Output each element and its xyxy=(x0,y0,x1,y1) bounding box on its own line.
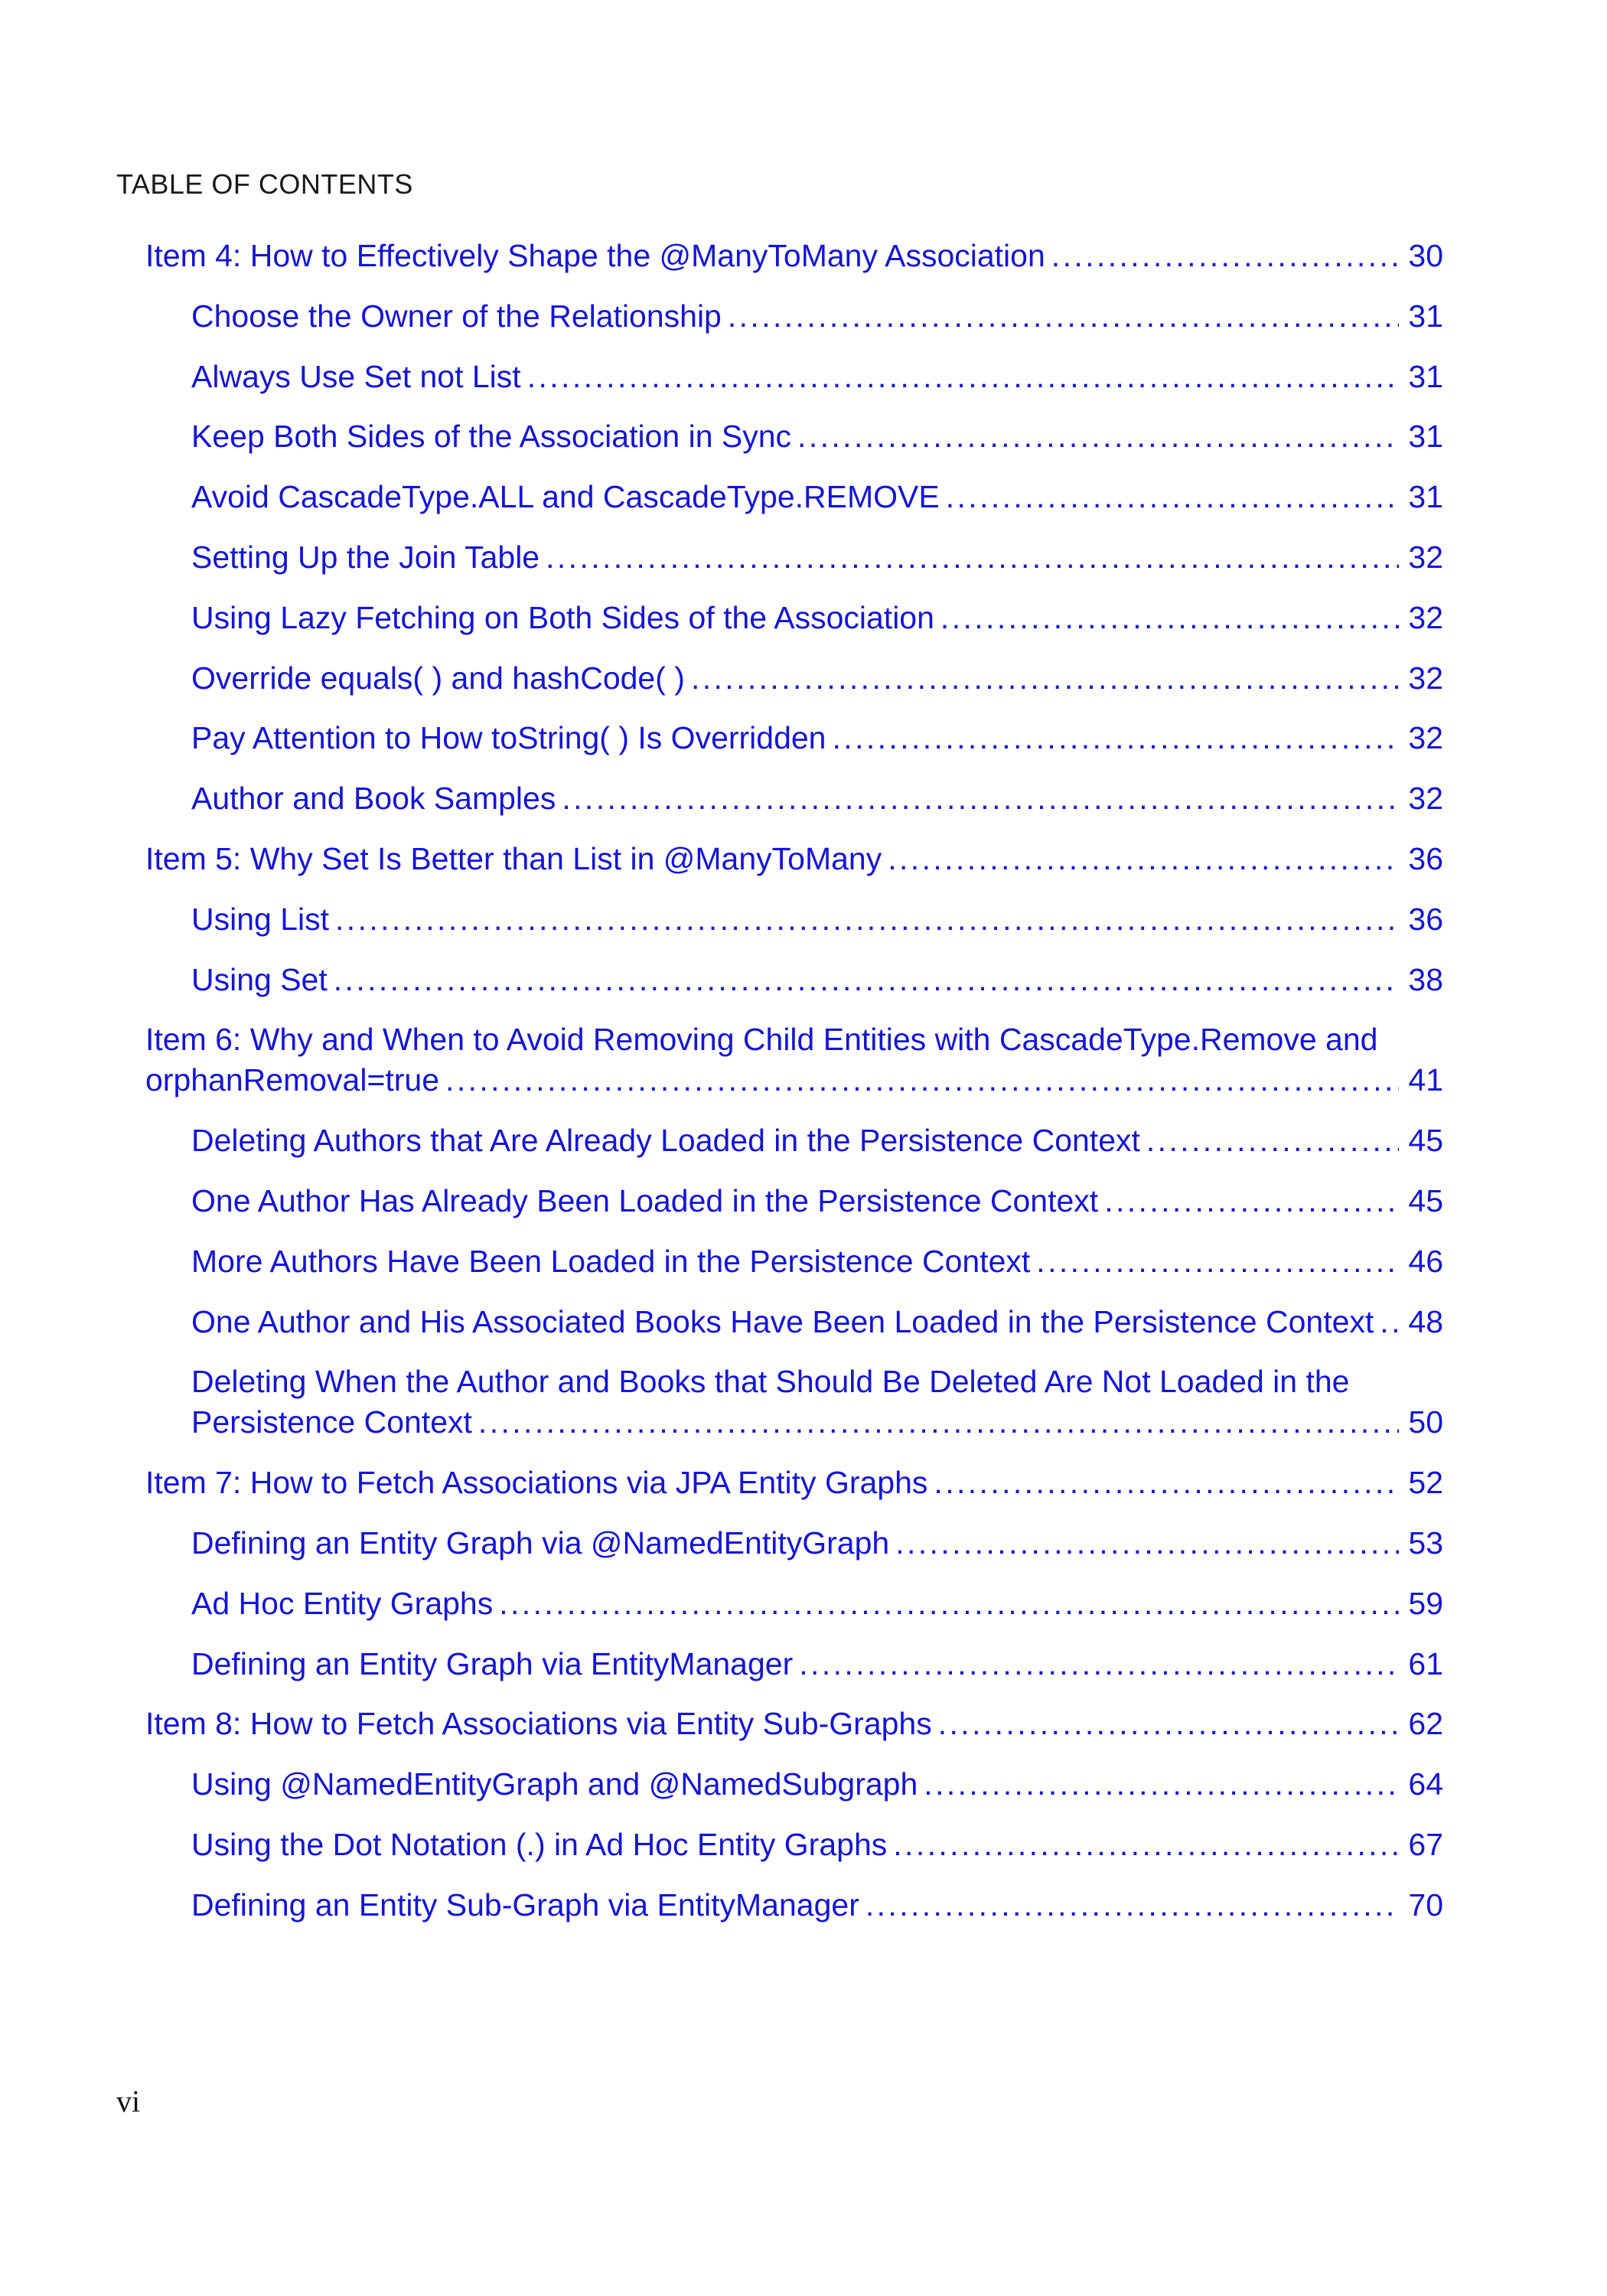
toc-entry-title: orphanRemoval=true xyxy=(145,1062,440,1098)
dot-leader xyxy=(478,1402,1399,1443)
toc-page-number: 32 xyxy=(1408,660,1443,696)
toc-page-number: 41 xyxy=(1408,1062,1443,1098)
toc-page-number: 67 xyxy=(1408,1826,1443,1862)
dot-leader xyxy=(1146,1120,1399,1161)
dot-leader xyxy=(691,658,1399,699)
toc-entry-title: Pay Attention to How toString( ) Is Overridden xyxy=(191,720,826,756)
toc-page-number: 45 xyxy=(1408,1123,1443,1159)
toc-entry-line xyxy=(191,1825,1443,1865)
toc-entry-line xyxy=(191,357,1443,397)
toc-page-number: 64 xyxy=(1408,1766,1443,1802)
dot-leader xyxy=(924,1764,1399,1805)
toc-subentry-link[interactable] xyxy=(145,1181,1443,1221)
toc-entry-line xyxy=(145,1463,1443,1503)
toc-page-number: 31 xyxy=(1408,358,1443,394)
toc-entry-line xyxy=(191,1523,1443,1564)
dot-leader xyxy=(934,1463,1399,1503)
toc-entry-link[interactable] xyxy=(145,236,1443,276)
toc-entry-title: Author and Book Samples xyxy=(191,781,556,817)
toc-entry-line xyxy=(145,1060,1443,1101)
toc-subentry-link[interactable] xyxy=(145,416,1443,457)
dot-leader xyxy=(1036,1241,1399,1282)
toc-page-number: 32 xyxy=(1408,781,1443,817)
toc-entry-line xyxy=(191,718,1443,758)
toc-entry-title: Item 8: How to Fetch Associations via Entity Sub-Graphs xyxy=(145,1706,932,1742)
toc-subentry-link[interactable] xyxy=(145,598,1443,638)
toc-page-number: 53 xyxy=(1408,1525,1443,1561)
table-of-contents xyxy=(145,236,1443,1945)
toc-subentry-link[interactable] xyxy=(145,1583,1443,1624)
toc-page-number: 38 xyxy=(1408,961,1443,997)
toc-page-number: 31 xyxy=(1408,419,1443,455)
toc-entry-line xyxy=(191,477,1443,517)
toc-entry-title: One Author Has Already Been Loaded in the Persistence Context xyxy=(191,1182,1099,1218)
toc-page-number: 32 xyxy=(1408,599,1443,635)
toc-page-number: 45 xyxy=(1408,1182,1443,1218)
dot-leader xyxy=(1380,1302,1399,1342)
toc-entry-line xyxy=(145,1704,1443,1744)
toc-page-number: 32 xyxy=(1408,539,1443,575)
dot-leader xyxy=(1104,1181,1399,1221)
toc-entry-title: Using @NamedEntityGraph and @NamedSubgraph xyxy=(191,1766,918,1802)
toc-page-number: 50 xyxy=(1408,1404,1443,1440)
toc-page-number: 70 xyxy=(1408,1887,1443,1923)
toc-entry-line xyxy=(191,899,1443,940)
toc-entry-link[interactable] xyxy=(145,1704,1443,1744)
toc-entry-title: Deleting Authors that Are Already Loaded in the Persistence Context xyxy=(191,1123,1140,1159)
dot-leader xyxy=(797,416,1399,457)
toc-subentry-link[interactable] xyxy=(145,1644,1443,1684)
toc-entry-title: Using Lazy Fetching on Both Sides of the Association xyxy=(191,599,934,635)
toc-entry-title: Keep Both Sides of the Association in Sync xyxy=(191,419,792,455)
toc-entry-line xyxy=(191,1302,1443,1342)
toc-page-number: 61 xyxy=(1408,1645,1443,1681)
toc-subentry-link[interactable] xyxy=(145,778,1443,819)
toc-page-number: 62 xyxy=(1408,1706,1443,1742)
toc-subentry-link[interactable] xyxy=(145,537,1443,578)
toc-entry-title: Override equals( ) and hashCode( ) xyxy=(191,660,685,696)
toc-entry-title: Using the Dot Notation (.) in Ad Hoc Entity Graphs xyxy=(191,1826,888,1862)
toc-entry-line xyxy=(191,658,1443,699)
toc-entry-line xyxy=(191,1181,1443,1221)
toc-entry-line xyxy=(191,598,1443,638)
toc-entry-line xyxy=(191,1644,1443,1684)
toc-entry-title: Using List xyxy=(191,901,330,937)
toc-entry-line xyxy=(191,1583,1443,1624)
dot-leader xyxy=(335,899,1399,940)
toc-entry-title: Defining an Entity Graph via EntityManager xyxy=(191,1645,794,1681)
toc-page-number: 36 xyxy=(1408,901,1443,937)
toc-page-number: 59 xyxy=(1408,1585,1443,1621)
toc-subentry-link[interactable] xyxy=(145,1825,1443,1865)
toc-page-number: 30 xyxy=(1408,238,1443,273)
toc-subentry-link[interactable] xyxy=(145,1241,1443,1282)
toc-subentry-link[interactable] xyxy=(145,1120,1443,1161)
toc-entry-line xyxy=(191,416,1443,457)
toc-entry-title: More Authors Have Been Loaded in the Persistence Context xyxy=(191,1243,1031,1279)
toc-entry-line xyxy=(145,236,1443,276)
toc-page-number: 31 xyxy=(1408,298,1443,334)
toc-subentry-link[interactable] xyxy=(145,1885,1443,1926)
dot-leader xyxy=(865,1885,1399,1926)
dot-leader xyxy=(527,357,1399,397)
dot-leader xyxy=(562,778,1399,819)
toc-subentry-link[interactable] xyxy=(145,477,1443,517)
toc-entry-title: Persistence Context xyxy=(191,1404,472,1440)
dot-leader xyxy=(893,1825,1399,1865)
toc-entry-title: Choose the Owner of the Relationship xyxy=(191,298,722,334)
dot-leader xyxy=(799,1644,1399,1684)
toc-entry-line xyxy=(191,960,1443,1000)
toc-entry-title: Ad Hoc Entity Graphs xyxy=(191,1585,494,1621)
dot-leader xyxy=(1051,236,1399,276)
dot-leader xyxy=(499,1583,1399,1624)
toc-entry-title: Item 7: How to Fetch Associations via JPA Entity Graphs xyxy=(145,1465,928,1501)
toc-entry-line xyxy=(191,537,1443,578)
toc-entry-title: Avoid CascadeType.ALL and CascadeType.REMOVE xyxy=(191,479,940,515)
dot-leader xyxy=(728,296,1399,337)
dot-leader xyxy=(445,1060,1399,1101)
toc-entry-line xyxy=(191,296,1443,337)
toc-subentry-link[interactable] xyxy=(145,1764,1443,1805)
toc-entry-title-line1: Item 6: Why and When to Avoid Removing Child Entities with CascadeType.Remove and xyxy=(145,1022,1378,1058)
toc-entry-line xyxy=(145,839,1443,879)
toc-page-number: 52 xyxy=(1408,1465,1443,1501)
toc-entry-line xyxy=(191,1764,1443,1805)
toc-subentry-link[interactable] xyxy=(145,296,1443,337)
toc-subentry-link[interactable] xyxy=(145,357,1443,397)
toc-entry-link[interactable] xyxy=(145,1019,1443,1101)
toc-page-number: 36 xyxy=(1408,840,1443,876)
page-folio: vi xyxy=(116,2084,141,2118)
toc-page-number: 48 xyxy=(1408,1303,1443,1339)
dot-leader xyxy=(938,1704,1399,1744)
toc-entry-line xyxy=(191,1885,1443,1926)
running-head: TABLE OF CONTENTS xyxy=(116,168,413,200)
toc-entry-line xyxy=(191,1241,1443,1282)
toc-entry-link[interactable] xyxy=(145,1463,1443,1503)
toc-entry-title: Using Set xyxy=(191,961,328,997)
toc-entry-line xyxy=(191,1120,1443,1161)
toc-subentry-link[interactable] xyxy=(145,1302,1443,1342)
dot-leader xyxy=(888,839,1399,879)
toc-subentry-link[interactable] xyxy=(145,899,1443,940)
toc-subentry-link[interactable] xyxy=(145,960,1443,1000)
toc-subentry-link[interactable] xyxy=(145,1523,1443,1564)
toc-entry-title: Defining an Entity Sub-Graph via EntityManager xyxy=(191,1887,859,1923)
toc-entry-title: Item 5: Why Set Is Better than List in @ManyToMany xyxy=(145,840,882,876)
dot-leader xyxy=(546,537,1399,578)
toc-page-number: 31 xyxy=(1408,479,1443,515)
toc-entry-title: Always Use Set not List xyxy=(191,358,521,394)
toc-subentry-link[interactable] xyxy=(145,1362,1443,1443)
toc-subentry-link[interactable] xyxy=(145,718,1443,758)
toc-entry-title: Defining an Entity Graph via @NamedEntityGraph xyxy=(191,1525,890,1561)
dot-leader xyxy=(895,1523,1399,1564)
toc-entry-title: Setting Up the Join Table xyxy=(191,539,540,575)
toc-entry-title: One Author and His Associated Books Have Been Loaded in the Persistence Context xyxy=(191,1303,1374,1339)
dot-leader xyxy=(940,598,1399,638)
dot-leader xyxy=(946,477,1399,517)
toc-entry-line xyxy=(191,778,1443,819)
toc-page-number: 46 xyxy=(1408,1243,1443,1279)
dot-leader xyxy=(334,960,1399,1000)
toc-entry-title: Item 4: How to Effectively Shape the @ManyToMany Association xyxy=(145,238,1045,273)
dot-leader xyxy=(833,718,1400,758)
toc-entry-title-line1: Deleting When the Author and Books that Should Be Deleted Are Not Loaded in the xyxy=(191,1364,1350,1400)
toc-entry-line xyxy=(191,1402,1443,1443)
toc-page-number: 32 xyxy=(1408,720,1443,756)
toc-subentry-link[interactable] xyxy=(145,658,1443,699)
toc-entry-link[interactable] xyxy=(145,839,1443,879)
